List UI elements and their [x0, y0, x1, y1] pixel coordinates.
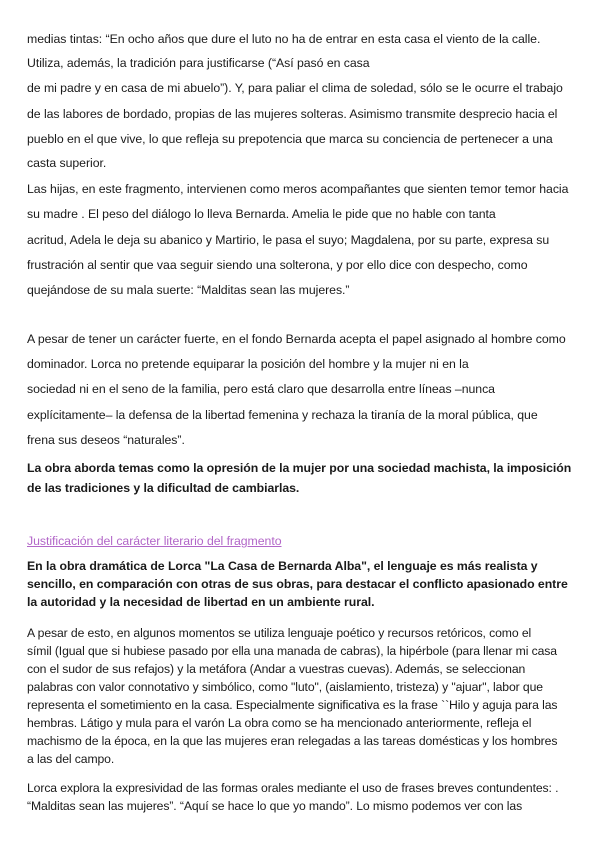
text-line: su madre . El peso del diálogo lo lleva Bernarda. Amelia le pide que no hable con tanta — [27, 207, 496, 221]
text-line: de mi padre y en casa de mi abuelo”). Y, para paliar el clima de soledad, sólo se le ocurre el trabajo — [27, 81, 563, 95]
text-line: Lorca explora la expresividad de las formas orales mediante el uso de frases breves contundentes: . — [27, 781, 559, 795]
text-line: a las del campo. — [27, 752, 115, 766]
text-line: frustración al sentir que vaa seguir siendo una solterona, y por ello dice con despecho, como — [27, 258, 528, 272]
text-line: palabras con valor connotativo y simbólico, como "luto", (aislamiento, tristeza) y "ajuar", labor que — [27, 680, 543, 694]
text-line: explícitamente– la defensa de la libertad femenina y rechaza la tiranía de la moral pública, que — [27, 408, 538, 422]
text-line: Utiliza, además, la tradición para justificarse (“Así pasó en casa — [27, 56, 370, 70]
text-line: sociedad ni en el seno de la familia, pero está claro que desarrolla entre líneas –nunca — [27, 382, 495, 396]
text-line: acritud, Adela le deja su abanico y Martirio, le pasa el suyo; Magdalena, por su parte, expresa su — [27, 233, 550, 247]
text-line: de las labores de bordado, propias de las mujeres solteras. Asimismo transmite desprecio hacia el — [27, 107, 558, 121]
text-line: Las hijas, en este fragmento, intervienen como meros acompañantes que sienten temor temor hacia — [27, 182, 569, 196]
bold-text-line: de las tradiciones y la dificultad de cambiarlas. — [27, 481, 300, 495]
section-heading-link[interactable]: Justificación del carácter literario del fragmento — [27, 534, 282, 548]
text-line: quejándose de su mala suerte: “Malditas sean las mujeres.” — [27, 283, 350, 297]
bold-text-line: En la obra dramática de Lorca "La Casa de Bernarda Alba", el lenguaje es más realista y — [27, 559, 538, 573]
text-line: hembras. Látigo y mula para el varón La obra como se ha mencionado anteriormente, refleja el — [27, 716, 532, 730]
text-line: representa el sometimiento en la casa. Especialmente significativa es la frase ``Hilo y aguja para las — [27, 698, 558, 712]
text-line: símil (Igual que si hubiese pasado por ella una manada de cabras), la hipérbole (para llenar mi casa — [27, 644, 557, 658]
text-line: A pesar de tener un carácter fuerte, en el fondo Bernarda acepta el papel asignado al hombre como — [27, 332, 566, 346]
text-line: casta superior. — [27, 156, 107, 170]
bold-text-line: la autoridad y la necesidad de libertad en un ambiente rural. — [27, 595, 375, 609]
text-line: A pesar de esto, en algunos momentos se utiliza lenguaje poético y recursos retóricos, como el — [27, 626, 532, 640]
text-line: pueblo en el que vive, lo que refleja su prepotencia que marca su conciencia de pertenecer a una — [27, 132, 553, 146]
bold-text-line: La obra aborda temas como la opresión de la mujer por una sociedad machista, la imposición — [27, 461, 572, 475]
text-line: frena sus deseos “naturales”. — [27, 433, 185, 447]
text-line: medias tintas: “En ocho años que dure el luto no ha de entrar en esta casa el viento de la calle. — [27, 32, 541, 46]
text-line: con el sudor de sus refajos) y la metáfora (Andar a vuestras cuevas). Además, se seleccionan — [27, 662, 526, 676]
text-line: “Malditas sean las mujeres”. “Aquí se hace lo que yo mando”. Lo mismo podemos ver con las — [27, 799, 523, 813]
bold-text-line: sencillo, en comparación con otras de sus obras, para destacar el conflicto apasionado entre — [27, 577, 568, 591]
text-line: machismo de la época, en la que las mujeres eran relegadas a las tareas domésticas y los hombres — [27, 734, 558, 748]
text-line: dominador. Lorca no pretende equiparar la posición del hombre y la mujer ni en la — [27, 357, 469, 371]
